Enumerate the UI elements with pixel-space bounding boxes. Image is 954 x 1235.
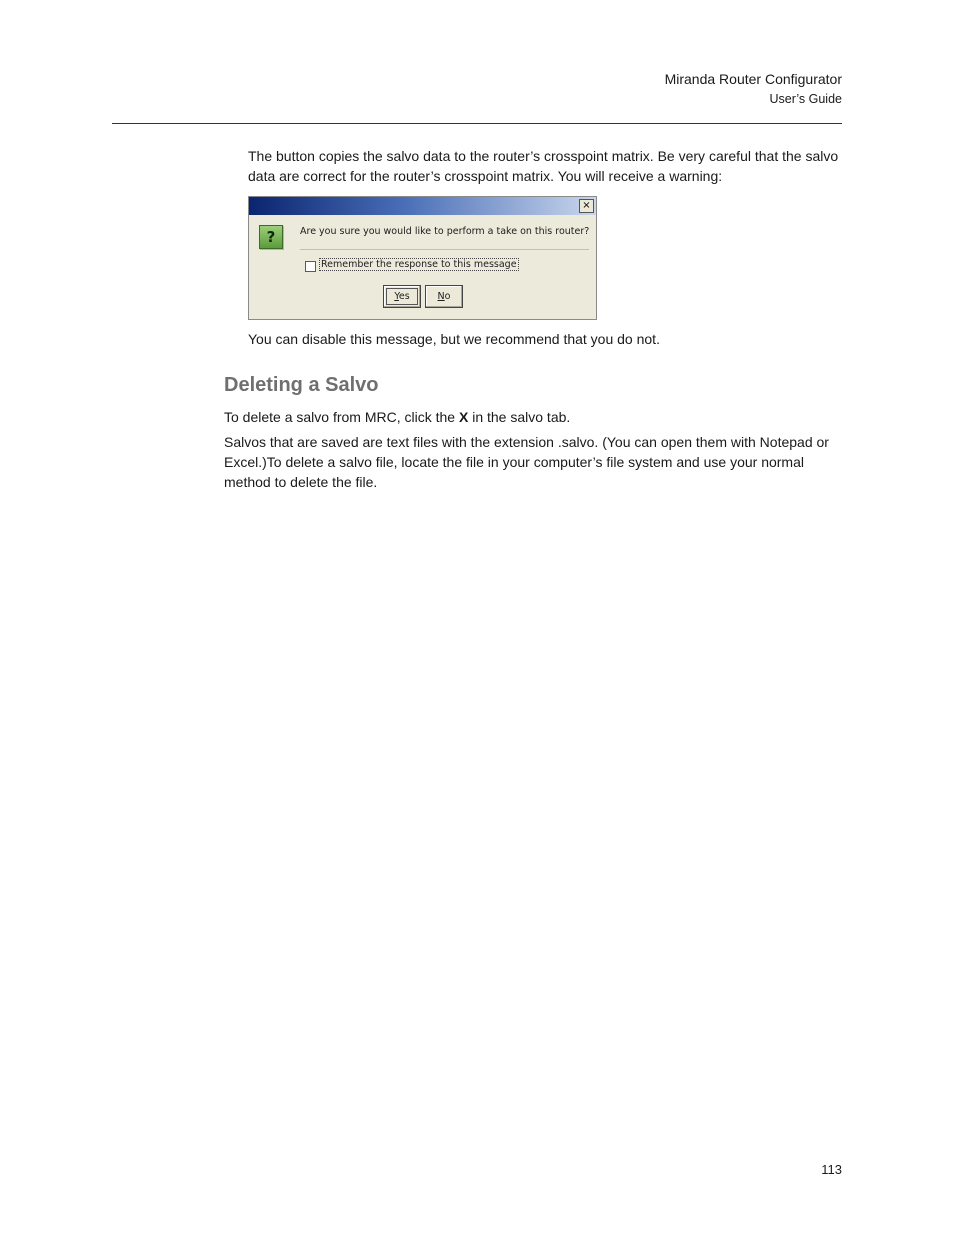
delete-text-after: in the salvo tab. (468, 409, 571, 425)
remember-response-label[interactable]: Remember the response to this message (321, 259, 517, 270)
dialog-titlebar (249, 197, 596, 215)
close-icon[interactable]: × (579, 199, 594, 213)
yes-button[interactable] (383, 285, 421, 308)
remember-response-checkbox[interactable] (305, 261, 316, 272)
no-label-rest: o (444, 291, 451, 302)
no-mnemonic: N (437, 291, 445, 302)
yes-mnemonic: Y (394, 291, 399, 302)
question-icon: ? (259, 225, 283, 249)
section-heading: Deleting a Salvo (224, 374, 379, 396)
delete-text-before: To delete a salvo from MRC, click the (224, 409, 459, 425)
delete-key: X (458, 409, 469, 425)
dialog-divider (300, 249, 589, 250)
running-header-title: Miranda Router Configurator (664, 71, 842, 87)
page-number: 113 (821, 1162, 842, 1177)
take-confirmation-dialog (248, 196, 597, 320)
intro-paragraph: The button copies the salvo data to the router’s crosspoint matrix. Be very careful that the salvo data are correct for the router’s crosspoint matrix. You will receive a warning: (248, 148, 839, 184)
disable-note: You can disable this message, but we recommend that you do not. (248, 331, 660, 347)
delete-instruction (224, 407, 844, 427)
header-divider (112, 123, 842, 124)
running-header-subtitle: User’s Guide (769, 92, 842, 106)
yes-label-rest: es (398, 291, 410, 302)
no-button[interactable] (425, 285, 463, 308)
dialog-message: Are you sure you would like to perform a take on this router? (300, 226, 590, 237)
salvo-files-paragraph: Salvos that are saved are text files with the extension .salvo. (You can open them with Notepad or Excel.)To delete a salvo file, locate the file in your computer’s file system and use your normal method to delete the file. (224, 434, 829, 490)
